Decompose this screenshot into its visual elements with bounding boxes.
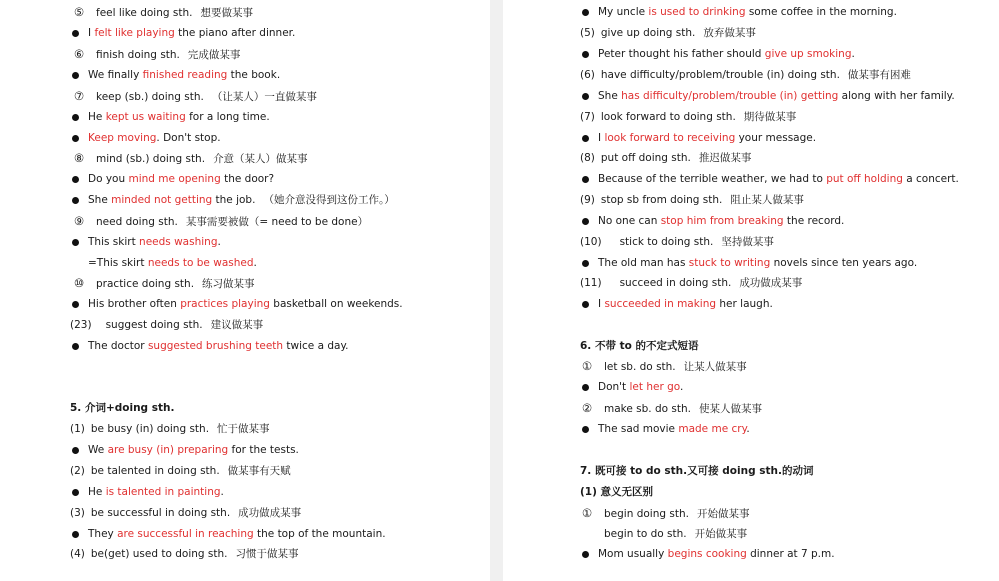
phrase-meaning: 使某人做某事 bbox=[698, 403, 762, 415]
highlighted-phrase: felt like playing bbox=[94, 27, 175, 39]
item-number: (23) bbox=[70, 319, 92, 331]
example-sentence bbox=[88, 68, 280, 82]
sentence-text: He bbox=[88, 486, 106, 498]
sentence-text: a concert. bbox=[902, 173, 959, 185]
phrase-text: be successful in doing sth. bbox=[90, 507, 231, 519]
bullet-icon bbox=[582, 301, 589, 308]
sentence-text: Because of the terrible weather, we had to bbox=[598, 173, 827, 185]
highlighted-phrase: succeeded in making bbox=[604, 298, 717, 310]
highlighted-phrase: let her go bbox=[629, 381, 681, 393]
phrase-text: suggest doing sth. bbox=[105, 319, 203, 331]
bullet-icon bbox=[72, 114, 79, 121]
bullet-icon bbox=[582, 260, 589, 267]
highlighted-phrase: needs washing bbox=[139, 236, 218, 248]
phrase-meaning: 做某事有困难 bbox=[847, 69, 911, 81]
sentence-text: novels since ten years ago. bbox=[770, 257, 918, 269]
sentence-text: for a long time. bbox=[185, 111, 270, 123]
bullet-icon bbox=[72, 72, 79, 79]
example-sentence bbox=[598, 214, 844, 228]
example-sentence bbox=[598, 380, 683, 394]
item-number: (1) bbox=[70, 423, 85, 435]
sentence-text: . bbox=[680, 381, 684, 393]
sentence-text: No one can bbox=[598, 215, 661, 227]
sentence-text: . bbox=[851, 48, 855, 60]
phrase-text: give up doing sth. bbox=[600, 27, 696, 39]
example-sentence bbox=[598, 172, 959, 186]
phrase-item bbox=[70, 506, 301, 520]
phrase-text: practice doing sth. bbox=[96, 278, 195, 290]
sentence-text: basketball on weekends. bbox=[269, 298, 403, 310]
phrase-text: begin doing sth. bbox=[604, 508, 689, 520]
phrase-meaning: 成功做成某事 bbox=[739, 277, 803, 289]
bullet-icon bbox=[582, 135, 589, 142]
phrase-meaning: 阻止某人做某事 bbox=[730, 194, 804, 206]
sentence-text: We finally bbox=[88, 69, 143, 81]
highlighted-phrase: made me cry bbox=[678, 423, 747, 435]
bullet-icon bbox=[72, 489, 79, 496]
sentence-text: I bbox=[88, 27, 95, 39]
circled-number: ① bbox=[581, 359, 593, 373]
phrase-text: be talented in doing sth. bbox=[90, 465, 220, 477]
phrase-item bbox=[580, 359, 747, 373]
highlighted-phrase: suggested brushing teeth bbox=[147, 340, 284, 352]
bullet-icon bbox=[72, 176, 79, 183]
phrase-item bbox=[72, 5, 253, 19]
phrase-item bbox=[580, 26, 756, 40]
highlighted-phrase: practices playing bbox=[180, 298, 270, 310]
bullet-icon bbox=[72, 531, 79, 538]
section-heading: 7. 既可接 to do sth.又可接 doing sth.的动词 bbox=[580, 465, 814, 477]
highlighted-phrase: kept us waiting bbox=[105, 111, 186, 123]
phrase-text: finish doing sth. bbox=[96, 49, 180, 61]
section-heading: 6. 不带 to 的不定式短语 bbox=[580, 340, 699, 352]
circled-number: ① bbox=[581, 506, 593, 520]
example-sentence bbox=[88, 110, 270, 124]
bullet-icon bbox=[582, 426, 589, 433]
phrase-meaning: 建议做某事 bbox=[210, 319, 264, 331]
highlighted-phrase: is talented in painting bbox=[105, 486, 221, 498]
phrase-item bbox=[72, 151, 308, 165]
highlighted-phrase: are successful in reaching bbox=[117, 528, 254, 540]
item-number: (7) bbox=[580, 111, 595, 123]
sentence-text: She bbox=[598, 90, 622, 102]
phrase-meaning: 练习做某事 bbox=[202, 278, 255, 290]
circled-number: ② bbox=[581, 401, 593, 415]
phrase-meaning: 开始做某事 bbox=[696, 508, 750, 520]
phrase-item bbox=[580, 276, 802, 290]
item-number: (3) bbox=[70, 507, 85, 519]
phrase-item bbox=[70, 547, 298, 561]
phrase-item bbox=[72, 214, 368, 228]
phrase-meaning: 做某事有天赋 bbox=[227, 465, 291, 477]
highlighted-phrase: look forward to receiving bbox=[604, 132, 736, 144]
phrase-text: look forward to doing sth. bbox=[600, 111, 736, 123]
circled-number: ⑩ bbox=[73, 276, 85, 290]
example-sentence bbox=[88, 527, 386, 541]
phrase-item bbox=[70, 318, 263, 332]
bullet-icon bbox=[72, 343, 79, 350]
phrase-meaning: 成功做成某事 bbox=[238, 507, 302, 519]
phrase-item bbox=[580, 151, 751, 165]
item-number: (10) bbox=[580, 236, 602, 248]
highlighted-phrase: stuck to writing bbox=[688, 257, 771, 269]
sentence-text: . bbox=[220, 486, 224, 498]
phrase-meaning: 推迟做某事 bbox=[698, 152, 752, 164]
phrase-text: need doing sth. bbox=[96, 216, 178, 228]
phrase-text: be(get) used to doing sth. bbox=[90, 548, 228, 560]
item-number: (4) bbox=[70, 548, 85, 560]
phrase-text: make sb. do sth. bbox=[604, 403, 691, 415]
sentence-text: This skirt bbox=[88, 236, 140, 248]
bullet-icon bbox=[582, 218, 589, 225]
highlighted-phrase: stop him from breaking bbox=[660, 215, 784, 227]
bullet-icon bbox=[582, 551, 589, 558]
item-number: (6) bbox=[580, 69, 595, 81]
phrase-item bbox=[580, 68, 911, 82]
phrase-item bbox=[70, 422, 270, 436]
example-sentence bbox=[88, 235, 221, 249]
phrase-text: succeed in doing sth. bbox=[619, 277, 732, 289]
document-page-left bbox=[0, 0, 490, 581]
sentence-text: . Don't stop. bbox=[156, 132, 221, 144]
circled-number: ⑧ bbox=[73, 151, 85, 165]
phrase-item bbox=[604, 527, 747, 541]
example-sentence bbox=[88, 172, 274, 186]
phrase-text: let sb. do sth. bbox=[604, 361, 676, 373]
phrase-text: be busy (in) doing sth. bbox=[90, 423, 210, 435]
example-sentence bbox=[598, 256, 917, 270]
example-sentence bbox=[598, 47, 855, 61]
item-number: (8) bbox=[580, 152, 595, 164]
sentence-text: Don't bbox=[598, 381, 630, 393]
highlighted-phrase: give up smoking bbox=[764, 48, 852, 60]
example-sentence bbox=[88, 339, 349, 353]
sentence-text: the book. bbox=[227, 69, 281, 81]
sentence-text: =This skirt bbox=[88, 257, 148, 269]
phrase-meaning: 想要做某事 bbox=[200, 7, 253, 19]
bullet-icon bbox=[72, 197, 79, 204]
sentence-text: Mom usually bbox=[598, 548, 668, 560]
bullet-icon bbox=[582, 51, 589, 58]
phrase-meaning: 介意（某人）做某事 bbox=[213, 153, 308, 165]
phrase-item bbox=[580, 506, 749, 520]
example-sentence bbox=[598, 547, 835, 561]
phrase-meaning: 期待做某事 bbox=[743, 111, 797, 123]
document-page-right bbox=[503, 0, 999, 581]
example-sentence bbox=[598, 422, 750, 436]
phrase-meaning: 忙于做某事 bbox=[217, 423, 270, 435]
sentence-text: The doctor bbox=[88, 340, 148, 352]
phrase-meaning: 放弃做某事 bbox=[703, 27, 756, 39]
item-number: (2) bbox=[70, 465, 85, 477]
highlighted-phrase: needs to be washed bbox=[147, 257, 254, 269]
phrase-text: feel like doing sth. bbox=[96, 7, 193, 19]
example-sentence bbox=[598, 131, 816, 145]
phrase-item bbox=[580, 401, 762, 415]
sentence-text: His brother often bbox=[88, 298, 181, 310]
sentence-text: your message. bbox=[735, 132, 817, 144]
sentence-text: the job. bbox=[212, 194, 256, 206]
phrase-text: have difficulty/problem/trouble (in) doing sth. bbox=[600, 69, 840, 81]
sentence-text: He bbox=[88, 111, 106, 123]
phrase-meaning: 让某人做某事 bbox=[683, 361, 747, 373]
sentence-text: some coffee in the morning. bbox=[745, 6, 897, 18]
sentence-text: . bbox=[746, 423, 750, 435]
sentence-text: My uncle bbox=[598, 6, 649, 18]
phrase-item bbox=[580, 235, 774, 249]
item-number: (9) bbox=[580, 194, 595, 206]
sentence-text: Peter thought his father should bbox=[598, 48, 765, 60]
phrase-item bbox=[580, 110, 796, 124]
example-sentence bbox=[598, 297, 773, 311]
bullet-icon bbox=[582, 176, 589, 183]
sentence-text: twice a day. bbox=[283, 340, 349, 352]
bullet-icon bbox=[72, 447, 79, 454]
bullet-icon bbox=[72, 30, 79, 37]
highlighted-phrase: finished reading bbox=[142, 69, 228, 81]
phrase-text: mind (sb.) doing sth. bbox=[96, 153, 206, 165]
highlighted-phrase: begins cooking bbox=[667, 548, 747, 560]
sentence-text: I bbox=[598, 298, 605, 310]
sentence-text: The old man has bbox=[598, 257, 689, 269]
sentence-text: along with her family. bbox=[838, 90, 955, 102]
sentence-text: . bbox=[217, 236, 221, 248]
example-sentence bbox=[88, 26, 295, 40]
sentence-text: The sad movie bbox=[598, 423, 679, 435]
sentence-text: They bbox=[88, 528, 118, 540]
example-sentence bbox=[598, 89, 955, 103]
sentence-text: the top of the mountain. bbox=[253, 528, 386, 540]
highlighted-phrase: are busy (in) preparing bbox=[107, 444, 229, 456]
example-sentence bbox=[88, 485, 224, 499]
phrase-item bbox=[70, 464, 291, 478]
highlighted-phrase: is used to drinking bbox=[648, 6, 746, 18]
phrase-meaning: 完成做某事 bbox=[187, 49, 241, 61]
bullet-icon bbox=[582, 9, 589, 16]
example-sentence bbox=[598, 5, 897, 19]
bullet-icon bbox=[72, 135, 79, 142]
phrase-item bbox=[72, 89, 317, 103]
bullet-icon bbox=[582, 384, 589, 391]
phrase-item bbox=[580, 193, 804, 207]
phrase-text: stick to doing sth. bbox=[619, 236, 714, 248]
item-number: (11) bbox=[580, 277, 602, 289]
phrase-item bbox=[72, 47, 240, 61]
sentence-text: the door? bbox=[220, 173, 275, 185]
sentence-text: Do you bbox=[88, 173, 129, 185]
phrase-meaning: 某事需要被做（= need to be done） bbox=[185, 216, 369, 228]
phrase-item bbox=[72, 276, 255, 290]
circled-number: ⑦ bbox=[73, 89, 85, 103]
section-heading: 5. 介词+doing sth. bbox=[70, 402, 175, 414]
sentence-text: her laugh. bbox=[716, 298, 773, 310]
example-sentence bbox=[88, 443, 299, 457]
sentence-text: She bbox=[88, 194, 112, 206]
circled-number: ⑥ bbox=[73, 47, 85, 61]
example-sentence bbox=[88, 256, 257, 270]
highlighted-phrase: has difficulty/problem/trouble (in) getting bbox=[621, 90, 839, 102]
phrase-text: put off doing sth. bbox=[600, 152, 691, 164]
sentence-translation: （她介意没得到这份工作。） bbox=[263, 194, 395, 206]
highlighted-phrase: minded not getting bbox=[111, 194, 213, 206]
bullet-icon bbox=[582, 93, 589, 100]
example-sentence bbox=[88, 297, 403, 311]
phrase-meaning: 习惯于做某事 bbox=[235, 548, 299, 560]
phrase-meaning: 开始做某事 bbox=[694, 528, 748, 540]
sentence-text: for the tests. bbox=[228, 444, 299, 456]
circled-number: ⑤ bbox=[73, 5, 85, 19]
bullet-icon bbox=[72, 239, 79, 246]
circled-number: ⑨ bbox=[73, 214, 85, 228]
sentence-text: dinner at 7 p.m. bbox=[746, 548, 835, 560]
highlighted-phrase: mind me opening bbox=[128, 173, 221, 185]
sentence-text: I bbox=[598, 132, 605, 144]
phrase-meaning: 坚持做某事 bbox=[721, 236, 774, 248]
phrase-text: stop sb from doing sth. bbox=[600, 194, 723, 206]
phrase-text: keep (sb.) doing sth. bbox=[96, 91, 204, 103]
phrase-meaning: （让某人）一直做某事 bbox=[211, 91, 317, 103]
example-sentence bbox=[88, 131, 221, 145]
subsection-heading: (1) 意义无区别 bbox=[580, 486, 654, 498]
bullet-icon bbox=[72, 301, 79, 308]
sentence-text: the piano after dinner. bbox=[174, 27, 296, 39]
example-sentence bbox=[88, 193, 395, 207]
highlighted-phrase: Keep moving bbox=[88, 132, 157, 144]
sentence-text: . bbox=[253, 257, 257, 269]
phrase-text: begin to do sth. bbox=[604, 528, 687, 540]
sentence-text: the record. bbox=[783, 215, 845, 227]
item-number: (5) bbox=[580, 27, 595, 39]
sentence-text: We bbox=[88, 444, 108, 456]
highlighted-phrase: put off holding bbox=[826, 173, 903, 185]
